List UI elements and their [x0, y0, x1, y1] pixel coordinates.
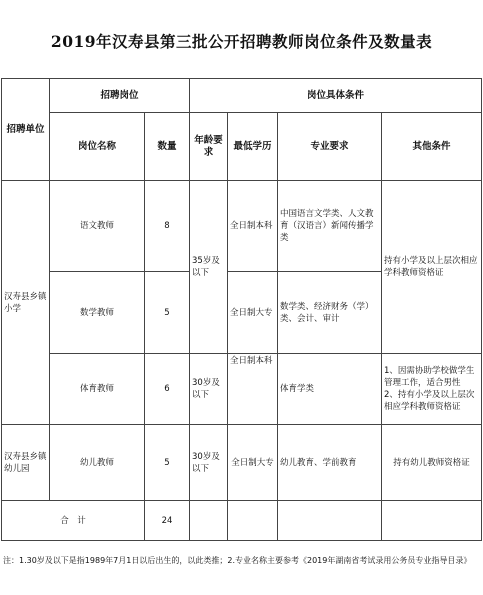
table-row: [2, 181, 482, 272]
header-position-name: 岗位名称: [50, 113, 145, 181]
table-row: [2, 354, 482, 425]
header-education: 最低学历: [228, 113, 278, 181]
major-cell: 体育学类: [278, 354, 382, 425]
position-cell: 语文教师: [50, 181, 145, 272]
education-cell: 全日制大专: [228, 425, 278, 501]
age-cell: 30岁及以下: [190, 425, 228, 501]
other-cell: 1、因需协助学校做学生管理工作，适合男性 2、持有小学及以上层次相应学科教师资格证: [382, 354, 482, 425]
header-quantity: 数量: [145, 113, 190, 181]
header-other: 其他条件: [382, 113, 482, 181]
age-cell: 35岁及以下: [190, 181, 228, 354]
total-row: [2, 501, 482, 541]
total-quantity: 24: [145, 501, 190, 541]
position-cell: 幼儿教师: [50, 425, 145, 501]
other-cell: 持有小学及以上层次相应学科教师资格证: [382, 181, 482, 354]
header-major: 专业要求: [278, 113, 382, 181]
header-unit: 招聘单位: [2, 79, 50, 181]
education-cell: 全日制本科: [228, 181, 278, 272]
position-cell: 数学教师: [50, 272, 145, 354]
position-cell: 体育教师: [50, 354, 145, 425]
other-cell: 持有幼儿教师资格证: [382, 425, 482, 501]
total-label: 合 计: [2, 501, 145, 541]
page-title: 2019年汉寿县第三批公开招聘教师岗位条件及数量表: [50, 32, 433, 51]
empty-cell: [382, 501, 482, 541]
education-cell: 全日制大专: [228, 272, 278, 354]
unit-cell: 汉寿县乡镇小学: [2, 181, 50, 425]
empty-cell: [228, 501, 278, 541]
header-conditions-group: 岗位具体条件: [190, 79, 482, 113]
quantity-cell: 6: [145, 354, 190, 425]
age-cell: 30岁及以下: [190, 354, 228, 425]
unit-cell: 汉寿县乡镇幼儿园: [2, 425, 50, 501]
table-row: [2, 425, 482, 501]
empty-cell: [278, 501, 382, 541]
positions-table: [1, 78, 482, 541]
major-cell: 幼儿教育、学前教育: [278, 425, 382, 501]
quantity-cell: 5: [145, 425, 190, 501]
header-age: 年龄要求: [190, 113, 228, 181]
major-cell: 数学类、经济财务（学）类、会计、审计: [278, 272, 382, 354]
major-cell: 中国语言文学类、人文教育（汉语言）新闻传播学类: [278, 181, 382, 272]
education-cell: 全日制本科: [228, 354, 278, 425]
quantity-cell: 8: [145, 181, 190, 272]
header-position-group: 招聘岗位: [50, 79, 190, 113]
quantity-cell: 5: [145, 272, 190, 354]
empty-cell: [190, 501, 228, 541]
footnote: 注：1.30岁及以下是指1989年7月1日以后出生的，以此类推；2.专业名称主要参考《2019年湖南省考试录用公务员专业指导目录》: [3, 556, 472, 565]
